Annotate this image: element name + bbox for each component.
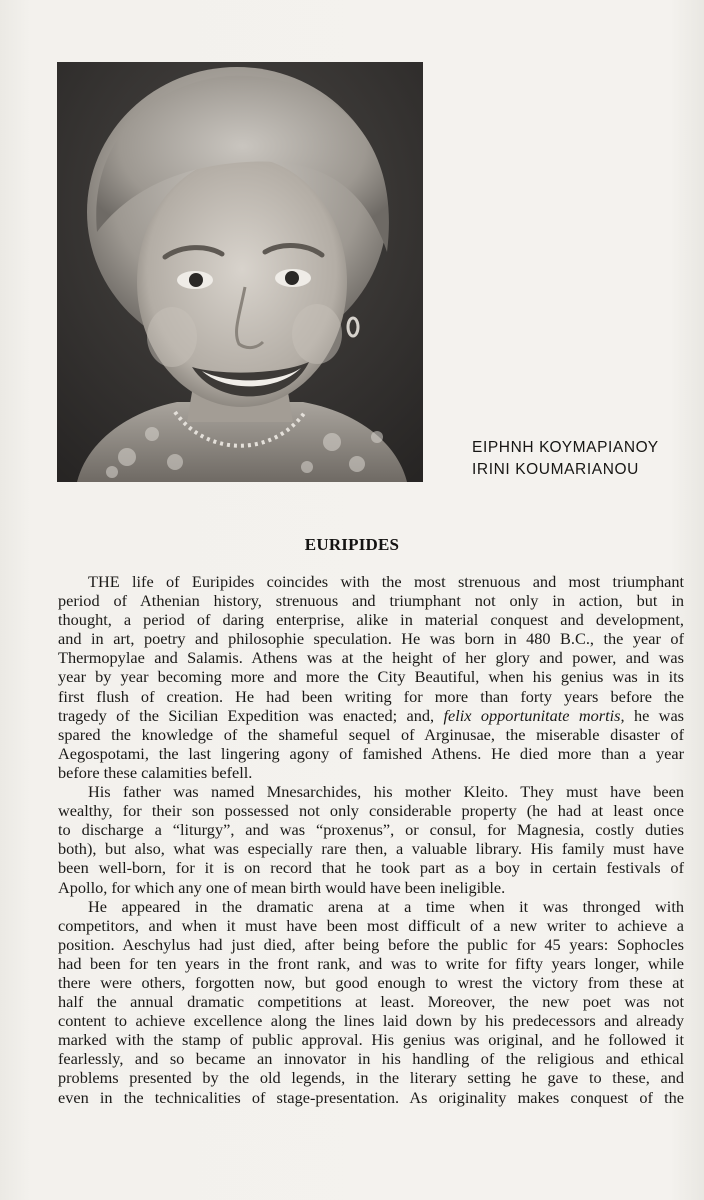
text-line: Aegospotami, the last lingering agony of famished Athens. He died more than a year	[58, 743, 684, 763]
text-line: Thermopylae and Salamis. Athens was at the height of her glory and power, and was	[58, 648, 684, 668]
text-line: wealthy, for their son possessed not only considerable property (he had at least once	[58, 801, 684, 821]
text-fragment: tragedy of the Sicilian Expedition was enacted; and,	[58, 705, 435, 725]
text-line: competitors, and when it must have been most difficult of a new writer to achieve a	[58, 915, 684, 935]
text-line: He appeared in the dramatic arena at a time when it was thronged with	[88, 896, 684, 916]
text-fragment: he was	[633, 705, 685, 725]
text-line: half the annual dramatic competitions at least. Moreover, the new poet was not	[58, 992, 684, 1012]
text-line: even in the technicalities of stage-presentation. As originality makes conquest of the	[58, 1087, 684, 1107]
text-line: first flush of creation. He had been writing for more than forty years before the	[58, 686, 684, 706]
text-line: content to achieve excellence along the lines laid down by his predecessors and already	[58, 1011, 684, 1031]
author-byline	[472, 437, 659, 481]
paragraph-2	[58, 782, 684, 897]
text-line: to discharge a “liturgy”, and was “proxenus”, or consul, for Magnesia, costly duties	[58, 820, 684, 840]
text-line: His father was named Mnesarchides, his mother Kleito. They must have been	[88, 782, 684, 802]
article-title: EURIPIDES	[304, 535, 400, 554]
paragraph-1	[58, 572, 684, 782]
text-line: both), but also, what was especially rare then, a valuable library. His family must have	[58, 839, 684, 859]
text-line: fearlessly, and so became an innovator in his handling of the religious and ethical	[58, 1049, 684, 1069]
article-body	[58, 572, 684, 1107]
text-line: thought, a period of daring enterprise, alike in material conquest and development,	[58, 610, 684, 630]
text-line: before these calamities befell.	[58, 762, 253, 782]
portrait-photo	[57, 62, 423, 482]
text-line-with-italic	[58, 706, 684, 725]
author-name-latin: IRINI KOUMARIANOU	[472, 461, 639, 478]
text-line: marked with the stamp of public approval. His genius was original, and he followed it	[58, 1030, 684, 1050]
text-line: been well-born, for it is on record that he took part as a boy in certain festivals of	[58, 858, 684, 878]
text-line: there were others, forgotten now, but good enough to wrest the victory from these at	[58, 972, 684, 992]
text-line: period of Athenian history, strenuous and triumphant not only in action, but in	[58, 591, 684, 611]
text-line: and in art, poetry and philosophie speculation. He was born in 480 B.C., the year of	[58, 629, 684, 649]
text-line: year by year becoming more and more the City Beautiful, when his genius was in its	[58, 667, 684, 687]
author-name-greek: ΕΙΡΗΝΗ ΚΟΥΜΑΡΙΑΝΟΥ	[472, 439, 659, 456]
text-line: had been for ten years in the front rank, and was to write for fifty years longer, while	[58, 953, 684, 973]
text-line: spared the knowledge of the shameful sequel of Arginusae, the miserable disaster of	[58, 724, 684, 744]
text-line: Apollo, for which any one of mean birth would have been ineligible.	[58, 877, 506, 897]
text-line: problems presented by the old legends, in the literary setting he gave to these, and	[58, 1068, 684, 1088]
italic-phrase: felix opportunitate mortis,	[443, 705, 625, 725]
paragraph-3	[58, 897, 684, 1107]
text-line: position. Aeschylus had just died, after being before the public for 45 years: Sophocles	[58, 934, 684, 954]
text-line: THE life of Euripides coincides with the most strenuous and most triumphant	[88, 572, 684, 591]
